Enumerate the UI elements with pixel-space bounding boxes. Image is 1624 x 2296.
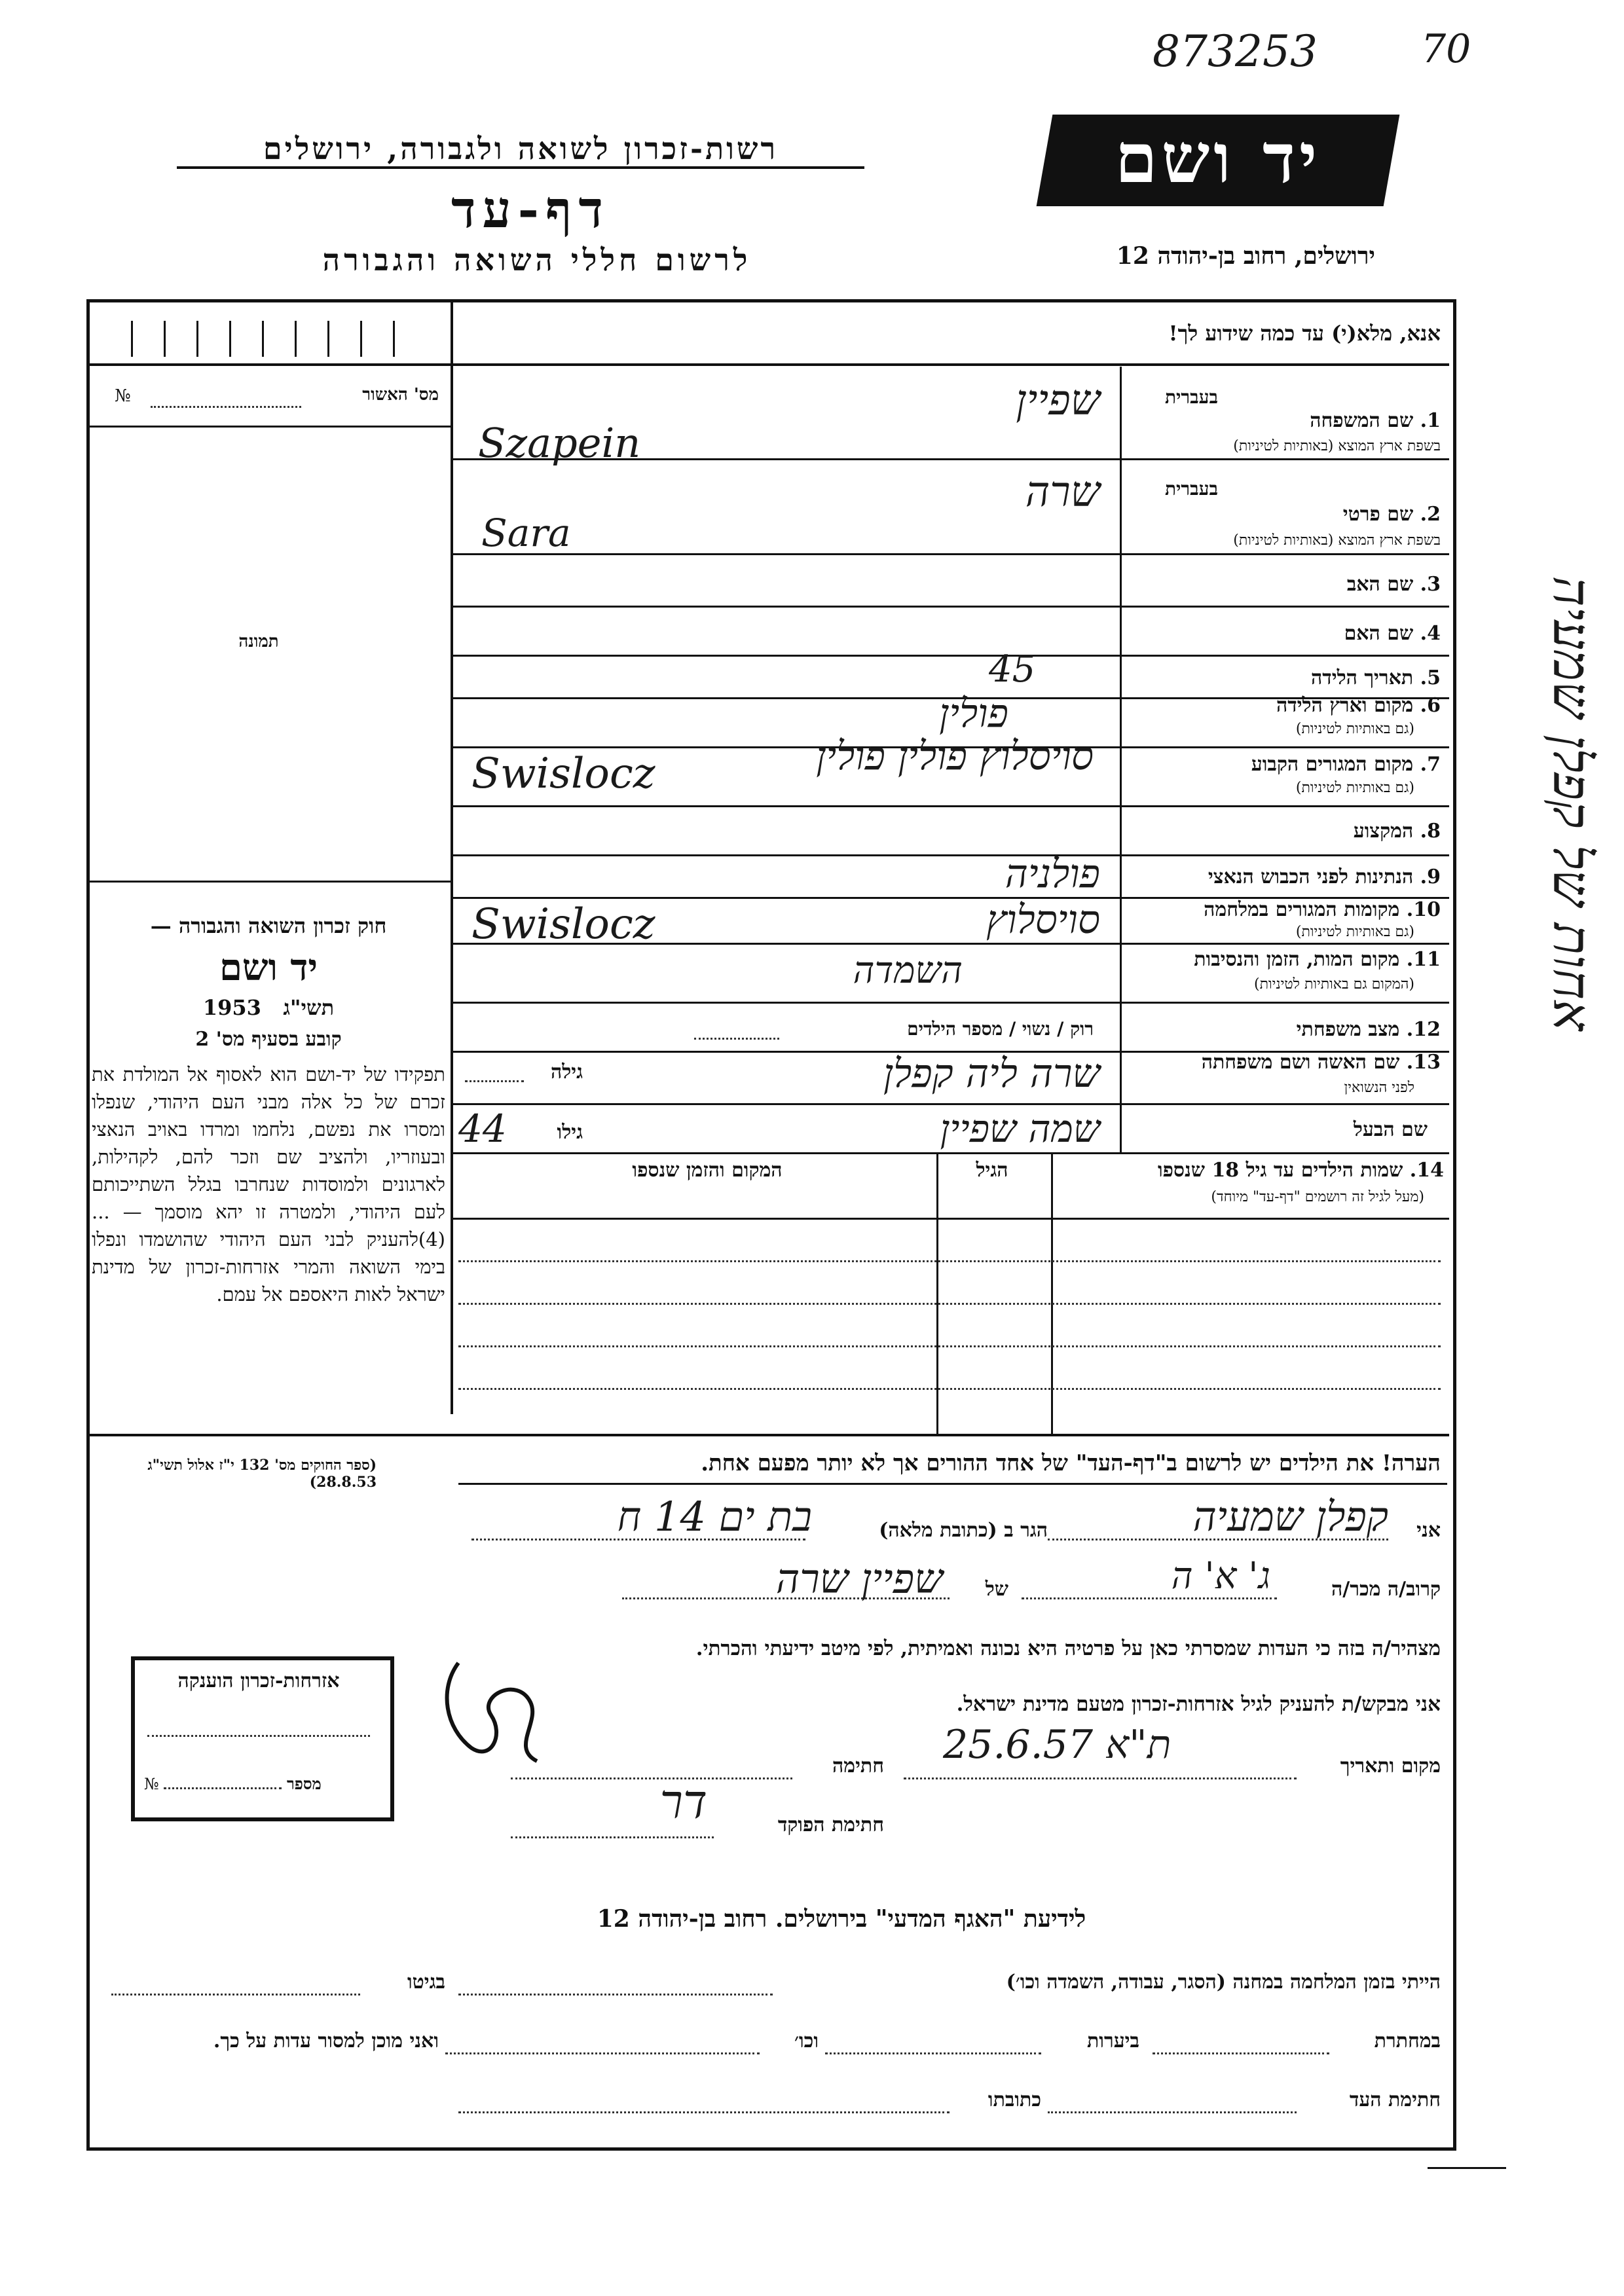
ready-label: ואני מוכן למסור עדות על כך. — [213, 2030, 439, 2052]
field-7-value-latin: Swislocz — [471, 750, 655, 798]
instruction: אנא, מלא(י) עד כמה שידוע לך! — [1168, 321, 1441, 346]
witness-address-label: כתובתו — [987, 2088, 1041, 2111]
law-source: (ספר החוקים מס' 132 י"ז אלול תשי"ג 28.8.53) — [147, 1457, 377, 1491]
page-number: 70 — [1421, 26, 1471, 72]
camp-line: הייתי בזמן המלחמה במחנה (הסגר, עבודה, השמדה וכו׳) — [1006, 1971, 1441, 1994]
hebrew-label-1: בעברית — [1164, 386, 1218, 408]
place-date-value: 25.6.57 ת"א — [943, 1722, 1172, 1768]
authority-name: רשות-זכרון לשואה ולגבורה, ירושלים — [177, 131, 864, 169]
declaration-resides: הגר ב (כתובת מלאה) — [879, 1519, 1048, 1542]
husband-age-label: גילו — [557, 1121, 583, 1144]
field-9-label: 9. הנתינות לפני הכבוש הנאצי — [1208, 866, 1441, 888]
citizenship-box-number: № מספר — [144, 1774, 322, 1793]
relation-value: ג' א' ה — [1171, 1555, 1270, 1597]
field-6-value: פולין — [939, 691, 1008, 737]
of-value: שפיין שרה — [775, 1555, 943, 1603]
law-name: יד ושם — [219, 946, 318, 989]
field-7-value-he: סויסלוץ פולין פולין — [816, 733, 1094, 779]
field-11-label: 11. מקום המות, הזמן והנסיבות — [1194, 948, 1441, 971]
field-2-value-latin: Sara — [481, 511, 571, 555]
field-2-value-he: שרה — [1025, 468, 1100, 517]
field-9-value: פולניה — [1005, 851, 1100, 897]
field-1-value-he: שפיין — [1016, 376, 1100, 425]
ghetto-label: בגיטו — [407, 1971, 445, 1994]
field-5-label: 5. תאריך הלידה — [1311, 666, 1441, 689]
field-7-sub: (גם באותיות לטיניות) — [1295, 780, 1414, 796]
children-title: 14. שמות הילדים עד גיל 18 שנספו — [1157, 1159, 1444, 1182]
archive-number: 873253 — [1153, 26, 1318, 77]
field-6-label: 6. מקום וארץ הלידה — [1276, 694, 1441, 717]
field-5-value: 45 — [989, 648, 1036, 691]
husband-age-value: 44 — [458, 1106, 507, 1151]
husband-value: שמה שפיין — [940, 1106, 1100, 1151]
form-subtitle: לרשום חללי השואה והגבורה — [322, 242, 752, 278]
marital-options: רוק / נשוי / מספר הילדים — [907, 1018, 1094, 1040]
declaration-ani: אני — [1416, 1519, 1441, 1542]
field-13-value: שרה ליה קפלן — [883, 1051, 1100, 1097]
header-rule — [88, 363, 1449, 366]
registration-no-label: מס' האשור — [362, 385, 439, 405]
field-1-sub: בשפת ארץ המוצא (באותיות לטיניות) — [1233, 438, 1441, 454]
field-2-label: 2. שם פרטי — [1342, 503, 1441, 526]
signature-scribble — [432, 1650, 563, 1774]
field-4-label: 4. שם האם — [1344, 622, 1441, 645]
registration-no-symbol: № — [115, 386, 131, 406]
forests-label: ביערות — [1086, 2030, 1139, 2052]
field-8-label: 8. המקצוע — [1353, 820, 1441, 843]
logo-text: יד ושם — [1115, 118, 1321, 198]
official-sig-label: חתימת הפוקד — [777, 1813, 884, 1836]
of-label: של — [985, 1578, 1008, 1601]
law-title: חוק זכרון השואה והגבורה — — [150, 913, 387, 938]
info-line: לידיעת "האגף המדעי" בירושלים. רחוב בן-יהודה 12 — [597, 1905, 1086, 1933]
witness-sig-label: חתימת העד — [1349, 2088, 1441, 2111]
field-10-sub: (גם באותיות לטיניות) — [1295, 924, 1414, 940]
field-13-sub: לפני הנשואין — [1344, 1080, 1414, 1096]
declaration-request: אני מבקש/ת להעניק לגיל אזרחות-זכרון מטעם מדינת ישראל. — [956, 1692, 1441, 1716]
column-divider — [451, 301, 453, 1414]
field-3-label: 3. שם האב — [1346, 573, 1441, 596]
field-11-value: השמדה — [853, 949, 963, 992]
field-1-label: 1. שם המשפחה — [1310, 409, 1441, 432]
children-place-column: המקום והזמן שנספו — [632, 1159, 783, 1182]
hebrew-label-2: בעברית — [1164, 478, 1218, 500]
citizenship-box-title: אזרחות-זכרון הוענקה — [177, 1669, 340, 1692]
photo-label: תמונה — [238, 632, 279, 651]
margin-note: אחות של קפלן שמעיה — [1541, 575, 1602, 1031]
field-10-value-latin: Swislocz — [471, 900, 655, 949]
children-age-column: הגיל — [976, 1159, 1008, 1182]
field-13-label: 13. שם האשה ושם משפחתה — [1201, 1051, 1441, 1074]
declaration-address: בת ים 14 ח — [617, 1493, 812, 1540]
hiding-label: במחתרת — [1374, 2030, 1441, 2052]
children-sub: (מעל לגיל זה רושמים "דף-עד" מיוחד) — [1211, 1189, 1424, 1205]
declaration-name: קפלן שמעיה — [1192, 1493, 1388, 1540]
form-title: דף-עד — [451, 180, 610, 240]
official-sig-value: דר — [659, 1774, 707, 1829]
field-11-sub: (המקום גם באותיות לטיניות) — [1254, 976, 1414, 993]
signature-label: חתימה — [832, 1755, 884, 1777]
field-1-value-latin: Szapein — [478, 419, 641, 467]
field-12-label: 12. מצב משפחתי — [1296, 1018, 1441, 1041]
law-text: תפקידו של יד-ושם הוא לאסוף אל המולדת את זכרם של כל אלה מבני העם היהודי, שנפלו ומסרו את נפשם, נלחמו ומרדו באויב הנאצי ובעוזריו, ולהציב שם וזכר להם, לקהילות, לארגונים ולמוסדות שנחרבו בגלל השתייכותם לעם היהודי, ולמטרה זו יהא מוסמך — ...(4)להעניק לבני העם היהודי שהושמדו ונפלו בימי השואה והמרי אזרחות-זכרון של מדינת ישראל לאות היאספם אל עמם. — [92, 1063, 445, 1305]
note: הערה! את הילדים יש לרשום ב"דף-העד" של אחד ההורים אך לא יותר מפעם אחת. — [701, 1450, 1441, 1476]
registration-ticks — [111, 321, 432, 360]
field-10-label: 10. מקומות המגורים במלחמה — [1204, 898, 1441, 921]
etc-label: וכו׳ — [794, 2030, 819, 2052]
declaration-statement: מצהיר/ה בזה כי העדות שמסרתי כאן על פרטיה היא נכונה ואמיתית, לפי מיטב ידיעתי והכרתי. — [695, 1637, 1441, 1660]
law-year: תשי"ג 1953 — [202, 995, 335, 1020]
field-7-label: 7. מקום המגורים הקבוע — [1251, 753, 1441, 776]
wife-age-label: גילה — [550, 1061, 583, 1084]
husband-label: שם הבעל — [1353, 1118, 1428, 1141]
place-date-label: מקום ותאריך — [1340, 1755, 1441, 1777]
field-10-value-he: סויסלוץ — [986, 897, 1100, 943]
field-2-sub: בשפת ארץ המוצא (באותיות לטיניות) — [1233, 532, 1441, 549]
law-section: קובע בסעיף מס' 2 — [195, 1028, 342, 1051]
relative-label: קרוב/ה מכר/ה — [1331, 1578, 1441, 1601]
field-6-sub: (גם באותיות לטיניות) — [1295, 721, 1414, 737]
address: ירושלים, רחוב בן-יהודה 12 — [1116, 242, 1375, 270]
